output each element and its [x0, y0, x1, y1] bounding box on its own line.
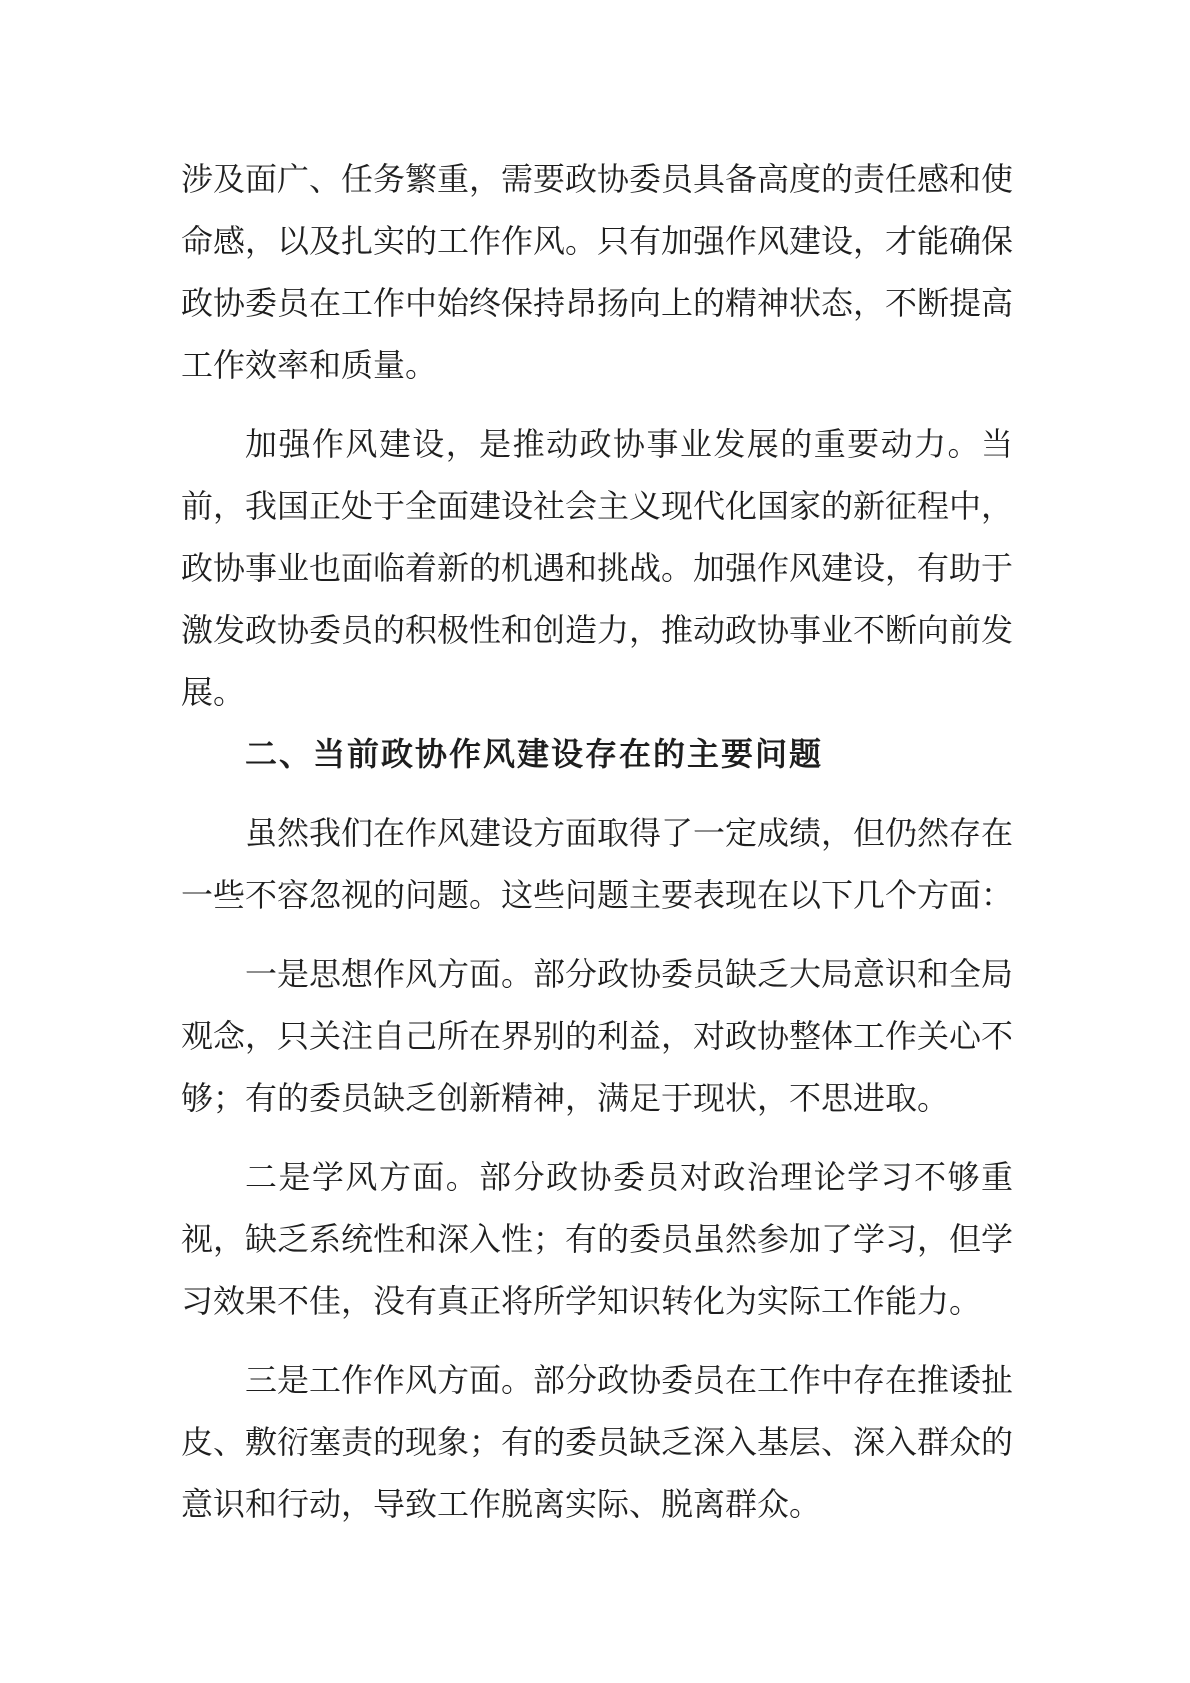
paragraph-problem-2-study-style: 二是学风方面。部分政协委员对政治理论学习不够重视，缺乏系统性和深入性；有的委员虽然参加了学习，但学习效果不佳，没有真正将所学知识转化为实际工作能力。: [181, 1159, 1014, 1319]
paragraph-problem-1-ideological-style: 一是思想作风方面。部分政协委员缺乏大局意识和全局观念，只关注自己所在界别的利益，对政协整体工作关心不够；有的委员缺乏创新精神，满足于现状，不思进取。: [181, 956, 1014, 1116]
section-heading-main-problems: 二、当前政协作风建设存在的主要问题: [245, 736, 824, 772]
paragraph-problems-intro: 虽然我们在作风建设方面取得了一定成绩，但仍然存在一些不容忽视的问题。这些问题主要表现在以下几个方面：: [181, 815, 1014, 913]
paragraph-importance-of-work-style: 加强作风建设，是推动政协事业发展的重要动力。当前，我国正处于全面建设社会主义现代化国家的新征程中，政协事业也面临着新的机遇和挑战。加强作风建设，有助于激发政协委员的积极性和创造力，推动政协事业不断向前发展。: [181, 426, 1014, 710]
paragraph-problem-3-work-style: 三是工作作风方面。部分政协委员在工作中存在推诿扯皮、敷衍塞责的现象；有的委员缺乏深入基层、深入群众的意识和行动，导致工作脱离实际、脱离群众。: [181, 1362, 1014, 1522]
document-text-block: [181, 148, 1013, 1535]
paragraph-continuation: 涉及面广、任务繁重，需要政协委员具备高度的责任感和使命感，以及扎实的工作作风。只有加强作风建设，才能确保政协委员在工作中始终保持昂扬向上的精神状态，不断提高工作效率和质量。: [181, 161, 1014, 383]
